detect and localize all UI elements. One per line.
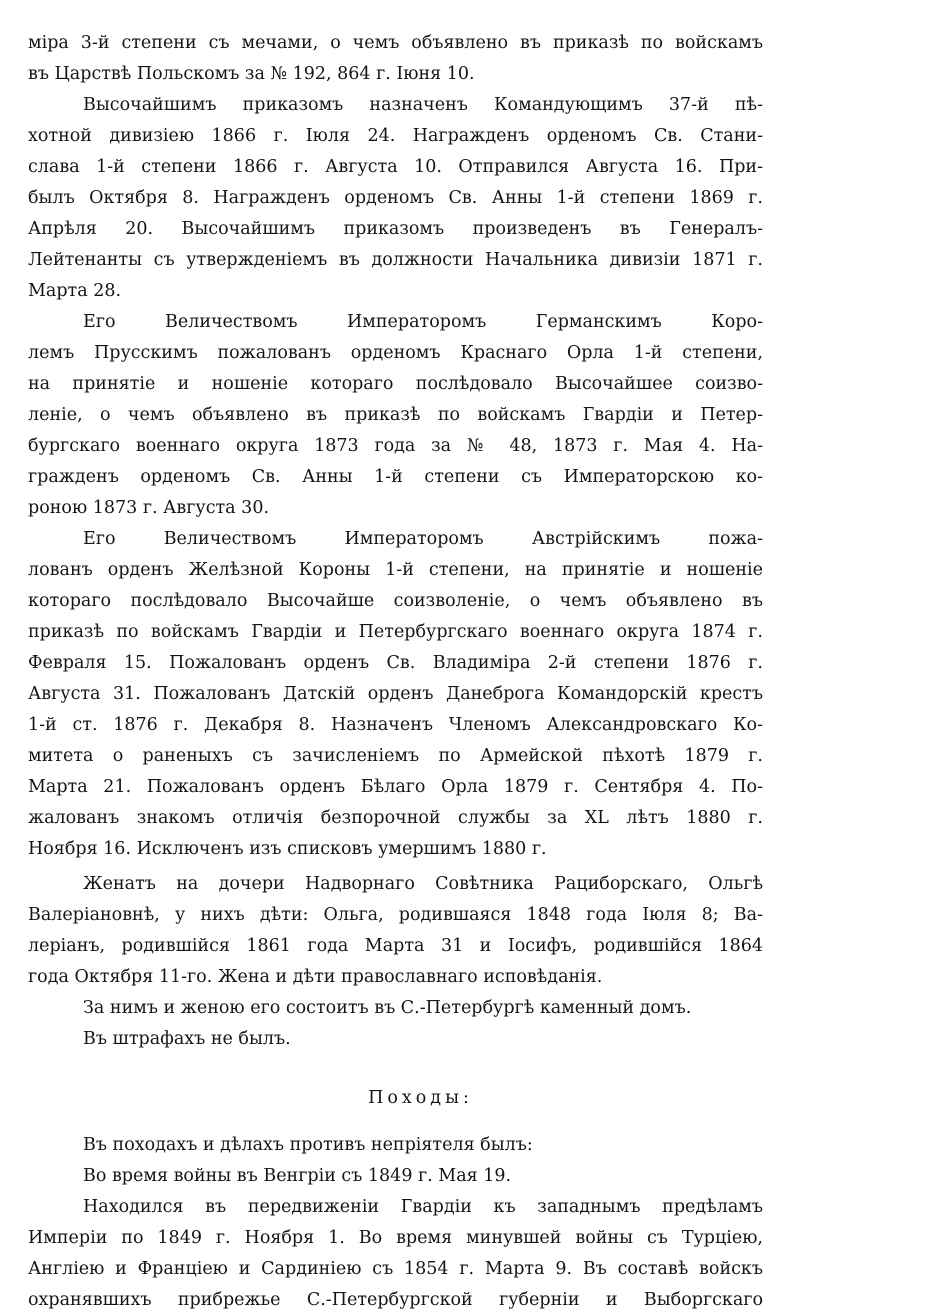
text-line: Въ штрафахъ не былъ. [83, 1029, 291, 1049]
paragraph-continuation [28, 28, 763, 90]
text-line: слава 1-й степени 1866 г. Августа 10. Отправился Августа 16. При- [28, 157, 763, 177]
text-line: хотной дивизіею 1866 г. Іюля 24. Награжденъ орденомъ Св. Стани- [28, 126, 763, 146]
text-line: Его Величествомъ Императоромъ Германскимъ Коро- [83, 312, 763, 332]
text-line: Лейтенанты съ утвержденіемъ въ должности Начальника дивизіи 1871 г. [28, 250, 763, 270]
text-line: жалованъ знакомъ отличія безпорочной службы за XL лѣтъ 1880 г. [28, 808, 763, 828]
text-line: Въ походахъ и дѣлахъ противъ непріятеля былъ: [83, 1135, 533, 1155]
section-heading: Походы: [368, 1088, 473, 1108]
text-line: Апрѣля 20. Высочайшимъ приказомъ произведенъ въ Генералъ- [28, 219, 763, 239]
paragraph-37th-division [28, 90, 763, 307]
text-line: Во время войны въ Венгріи съ 1849 г. Мая 19. [83, 1166, 512, 1186]
text-line: въ Царствѣ Польскомъ за № 192, 864 г. Іюня 10. [28, 64, 475, 84]
text-line: на принятіе и ношеніе котораго послѣдовало Высочайшее соизво- [28, 374, 763, 394]
paragraph-austrian-emperor [28, 524, 763, 865]
text-line: Имперіи по 1849 г. Ноября 1. Во время минувшей войны съ Турціею, [28, 1228, 763, 1248]
text-line: Марта 28. [28, 281, 122, 301]
text-line: приказѣ по войскамъ Гвардіи и Петербургскаго военнаго округа 1874 г. [28, 622, 763, 642]
paragraph-campaigns [28, 1130, 763, 1192]
text-line: леніе, о чемъ объявлено въ приказѣ по войскамъ Гвардіи и Петер- [28, 405, 763, 425]
paragraph-guard-movement [28, 1192, 763, 1316]
paragraph-german-emperor [28, 307, 763, 524]
document-page [28, 28, 763, 1316]
text-line: Валеріановнѣ, у нихъ дѣти: Ольга, родившаяся 1848 года Іюля 8; Ва- [28, 905, 763, 925]
text-line: Находился въ передвиженіи Гвардіи къ западнымъ предѣламъ [83, 1197, 763, 1217]
text-line: митета о раненыхъ съ зачисленіемъ по Армейской пѣхотѣ 1879 г. [28, 746, 763, 766]
text-line: За нимъ и женою его состоитъ въ С.-Петербургѣ каменный домъ. [83, 998, 692, 1018]
paragraph-family [28, 869, 763, 993]
text-line: Англіею и Франціею и Сардиніею съ 1854 г. Марта 9. Въ составѣ войскъ [28, 1259, 763, 1279]
text-line: былъ Октября 8. Награжденъ орденомъ Св. Анны 1-й степени 1869 г. [28, 188, 763, 208]
text-line: роною 1873 г. Августа 30. [28, 498, 270, 518]
text-line: Февраля 15. Пожалованъ орденъ Св. Владиміра 2-й степени 1876 г. [28, 653, 763, 673]
text-line: Женатъ на дочери Надворнаго Совѣтника Рациборскаго, Ольгѣ [83, 874, 763, 894]
text-line: года Октября 11-го. Жена и дѣти православнаго исповѣданія. [28, 967, 603, 987]
paragraph-penalties [28, 1024, 763, 1055]
text-line: 1-й ст. 1876 г. Декабря 8. Назначенъ Членомъ Александровскаго Ко- [28, 715, 763, 735]
text-line: Марта 21. Пожалованъ орденъ Бѣлаго Орла 1879 г. Сентября 4. По- [28, 777, 763, 797]
paragraph-property [28, 993, 763, 1024]
text-line: гражденъ орденомъ Св. Анны 1-й степени съ Императорскою ко- [28, 467, 763, 487]
text-line: Ноября 16. Исключенъ изъ списковъ умершимъ 1880 г. [28, 839, 547, 859]
text-line: лемъ Прусскимъ пожалованъ орденомъ Краснаго Орла 1-й степени, [28, 343, 763, 363]
text-line: міра 3-й степени съ мечами, о чемъ объявлено въ приказѣ по войскамъ [28, 33, 763, 53]
text-line: охранявшихъ прибрежье С.-Петербургской губерніи и Выборгскаго [28, 1290, 763, 1310]
text-line: леріанъ, родившійся 1861 года Марта 31 и Іосифъ, родившійся 1864 [28, 936, 763, 956]
text-line: лованъ орденъ Желѣзной Короны 1-й степени, на принятіе и ношеніе [28, 560, 763, 580]
text-line: Высочайшимъ приказомъ назначенъ Командующимъ 37-й пѣ- [83, 95, 763, 115]
text-line: Его Величествомъ Императоромъ Австрійскимъ пожа- [83, 529, 763, 549]
text-line: Августа 31. Пожалованъ Датскій орденъ Данеброга Командорскій крестъ [28, 684, 763, 704]
text-line: котораго послѣдовало Высочайше соизволеніе, о чемъ объявлено въ [28, 591, 763, 611]
text-line: бургскаго военнаго округа 1873 года за № 48, 1873 г. Мая 4. На- [28, 436, 763, 456]
